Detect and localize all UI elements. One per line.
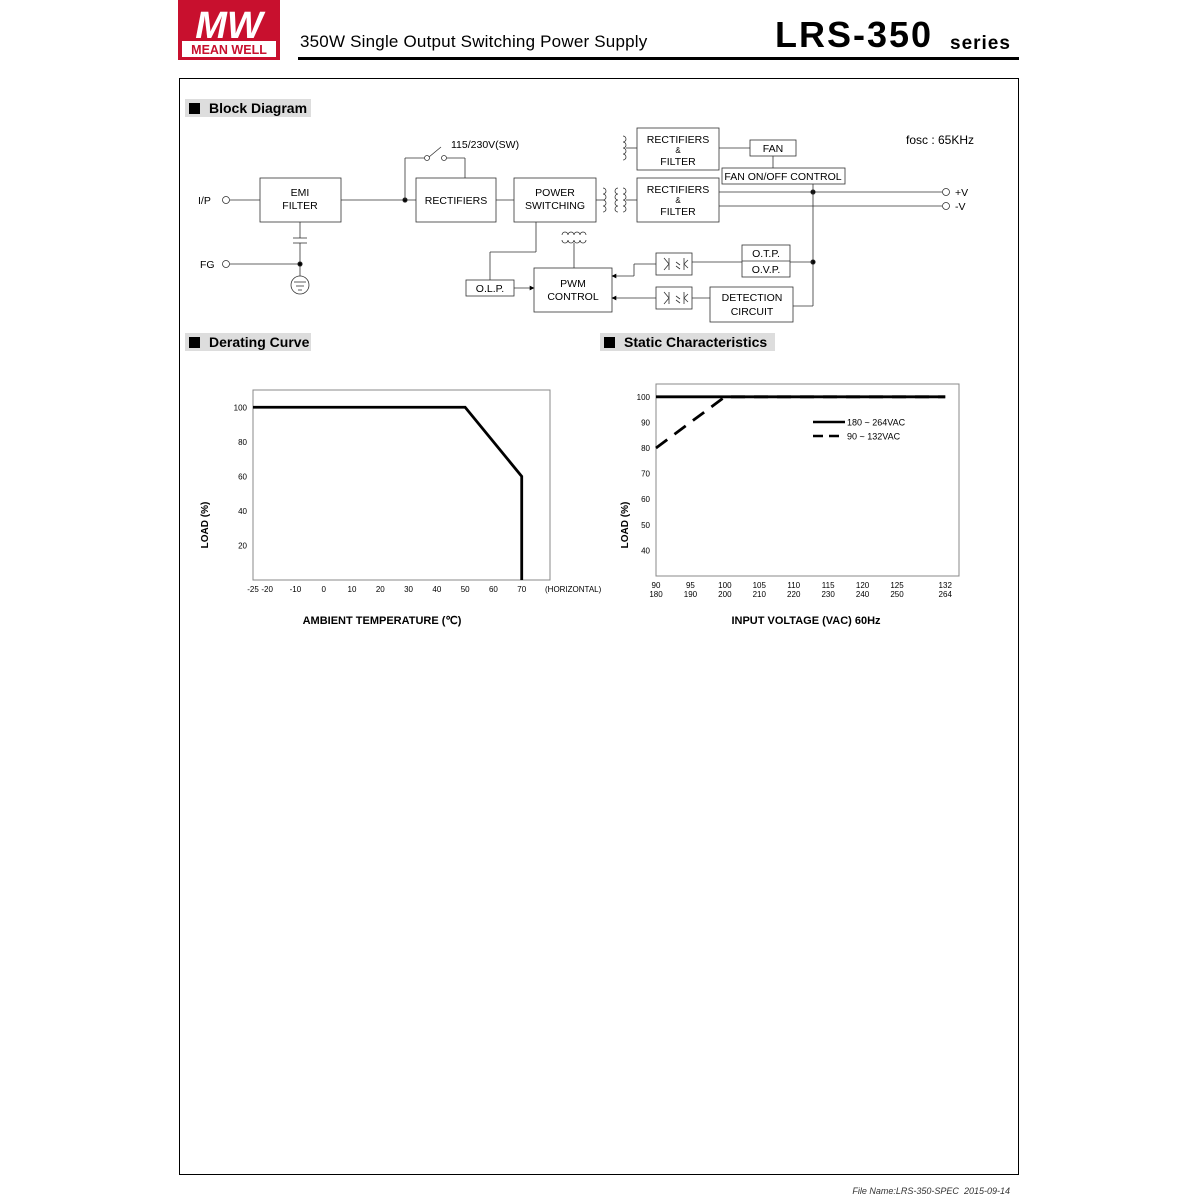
y-tick-label: 40 — [641, 546, 650, 556]
x-tick-label: 120 — [855, 581, 870, 590]
rect-filter-main-label-2: & — [675, 196, 681, 205]
ground-icon — [291, 276, 309, 294]
footer-filename: File Name:LRS-350-SPEC — [852, 1186, 959, 1196]
x-tick-label: 105 — [752, 581, 766, 590]
footer-date: 2015-09-14 — [963, 1186, 1010, 1196]
x-tick-label: 132 — [938, 581, 952, 590]
rect-filter-top-label-2: & — [675, 146, 681, 155]
page-subtitle: 350W Single Output Switching Power Supply — [300, 32, 648, 51]
x-tick-label: 110 — [787, 581, 801, 590]
emi-filter-label-2: FILTER — [282, 200, 318, 212]
x-tick-label-secondary: 264 — [938, 590, 952, 599]
series-label: series — [950, 33, 1011, 54]
y-tick-label: 100 — [636, 392, 650, 402]
x-tick-label: 0 — [321, 585, 326, 594]
x-tick-label: 95 — [685, 581, 695, 590]
bullet-square-icon — [189, 103, 200, 114]
power-switching-label-2: SWITCHING — [524, 200, 586, 212]
x-tick-label: 20 — [375, 585, 385, 594]
optocoupler-bottom-icon — [656, 287, 692, 309]
transformer-icon — [603, 188, 626, 212]
x-tick-label-secondary: 240 — [855, 590, 870, 599]
pwm-control-block — [534, 268, 612, 312]
static-characteristics-title-text: Static Characteristics — [624, 334, 768, 350]
input-terminal — [223, 197, 230, 204]
static-characteristics-title — [600, 333, 775, 351]
header-rule — [298, 57, 1019, 60]
rect-filter-main-label-3: FILTER — [660, 206, 696, 218]
otp-label: O.T.P. — [752, 248, 780, 260]
x-tick-label: -10 — [289, 585, 302, 594]
block-diagram-title-text: Block Diagram — [209, 100, 308, 116]
minus-v-terminal — [943, 203, 950, 210]
detection-label-2: CIRCUIT — [730, 306, 774, 318]
x-tick-label-secondary: 180 — [649, 590, 663, 599]
voltage-switch-icon — [405, 147, 465, 200]
static-characteristics-chart — [600, 380, 1020, 640]
derating-curve-title-text: Derating Curve — [209, 334, 310, 350]
x-tick-label-secondary: 250 — [890, 590, 904, 599]
x-tick-label: 100 — [718, 581, 732, 590]
y-tick-label: 90 — [641, 418, 650, 428]
emi-filter-label-1: EMI — [290, 187, 310, 199]
rect-filter-main-label-1: RECTIFIERS — [646, 184, 710, 196]
y-tick-label: 60 — [238, 472, 247, 482]
plus-v-label: +V — [955, 187, 969, 199]
y-tick-label: 70 — [641, 469, 650, 479]
x-tick-label: 115 — [821, 581, 835, 590]
input-label: I/P — [198, 195, 211, 207]
auxiliary-winding-icon — [623, 136, 626, 160]
logo-name: MEAN WELL — [191, 43, 267, 57]
x-tick-label: -25 — [247, 585, 259, 594]
block-diagram-title — [185, 99, 311, 117]
mean-well-logo — [178, 0, 280, 60]
derating-y-axis-label: LOAD (%) — [200, 501, 211, 549]
y-tick-label: 20 — [238, 541, 247, 551]
bullet-square-icon — [189, 337, 200, 348]
y-tick-label: 100 — [233, 403, 247, 413]
y-tick-label: 80 — [238, 437, 247, 447]
fan-control-label: FAN ON/OFF CONTROL — [724, 171, 842, 183]
x-tick-label: 30 — [404, 585, 414, 594]
plus-v-terminal — [943, 189, 950, 196]
pwm-control-label-2: CONTROL — [547, 291, 599, 303]
static-x-axis-label: INPUT VOLTAGE (VAC) 60Hz — [731, 615, 881, 627]
fosc-label: fosc : 65KHz — [906, 133, 975, 147]
y-tick-label: 60 — [641, 495, 650, 505]
x-tick-label-secondary: 190 — [683, 590, 698, 599]
logo-mark: MW — [195, 5, 263, 47]
rect-filter-top-label-3: FILTER — [660, 156, 696, 168]
ovp-label: O.V.P. — [751, 264, 781, 276]
footer — [852, 1186, 1010, 1196]
derating-x-axis-label: AMBIENT TEMPERATURE (℃) — [302, 615, 462, 627]
switch-label: 115/230V(SW) — [451, 139, 520, 151]
static-y-axis-label: LOAD (%) — [620, 501, 631, 549]
x-tick-label: 50 — [460, 585, 470, 594]
y-tick-label: 50 — [641, 520, 650, 530]
derating-x-suffix: (HORIZONTAL) — [545, 585, 602, 594]
x-tick-label: -20 — [261, 585, 273, 594]
minus-v-label: -V — [955, 201, 966, 213]
rect-filter-top-label-1: RECTIFIERS — [646, 134, 710, 146]
derating-curve-chart — [190, 380, 610, 640]
olp-label: O.L.P. — [475, 283, 505, 295]
legend-label-1: 180 ~ 264VAC — [847, 417, 906, 428]
plot-area — [253, 390, 550, 580]
pwm-transformer-icon — [562, 232, 586, 243]
bullet-square-icon — [604, 337, 615, 348]
fg-terminal — [223, 261, 230, 268]
fg-label: FG — [200, 259, 215, 271]
pwm-control-label-1: PWM — [560, 278, 586, 290]
x-tick-label: 60 — [488, 585, 498, 594]
x-tick-label: 70 — [517, 585, 527, 594]
detection-label-1: DETECTION — [721, 292, 783, 304]
x-tick-label-secondary: 210 — [752, 590, 766, 599]
x-tick-label-secondary: 200 — [718, 590, 732, 599]
x-tick-label-secondary: 230 — [821, 590, 835, 599]
derating-curve-title — [185, 333, 311, 351]
power-switching-label-1: POWER — [535, 187, 575, 199]
x-tick-label: 90 — [651, 581, 661, 590]
legend-label-2: 90 ~ 132VAC — [847, 431, 901, 442]
optocoupler-top-icon — [656, 253, 692, 275]
y-tick-label: 80 — [641, 444, 650, 453]
rectifiers-label: RECTIFIERS — [424, 195, 488, 207]
x-tick-label: 125 — [890, 581, 904, 590]
x-tick-label: 10 — [347, 585, 357, 594]
block-diagram — [0, 120, 1000, 330]
y-tick-label: 40 — [238, 506, 247, 516]
fan-label: FAN — [762, 143, 784, 155]
model-title: LRS-350 — [775, 14, 934, 55]
x-tick-label: 40 — [432, 585, 442, 594]
x-tick-label-secondary: 220 — [787, 590, 801, 599]
